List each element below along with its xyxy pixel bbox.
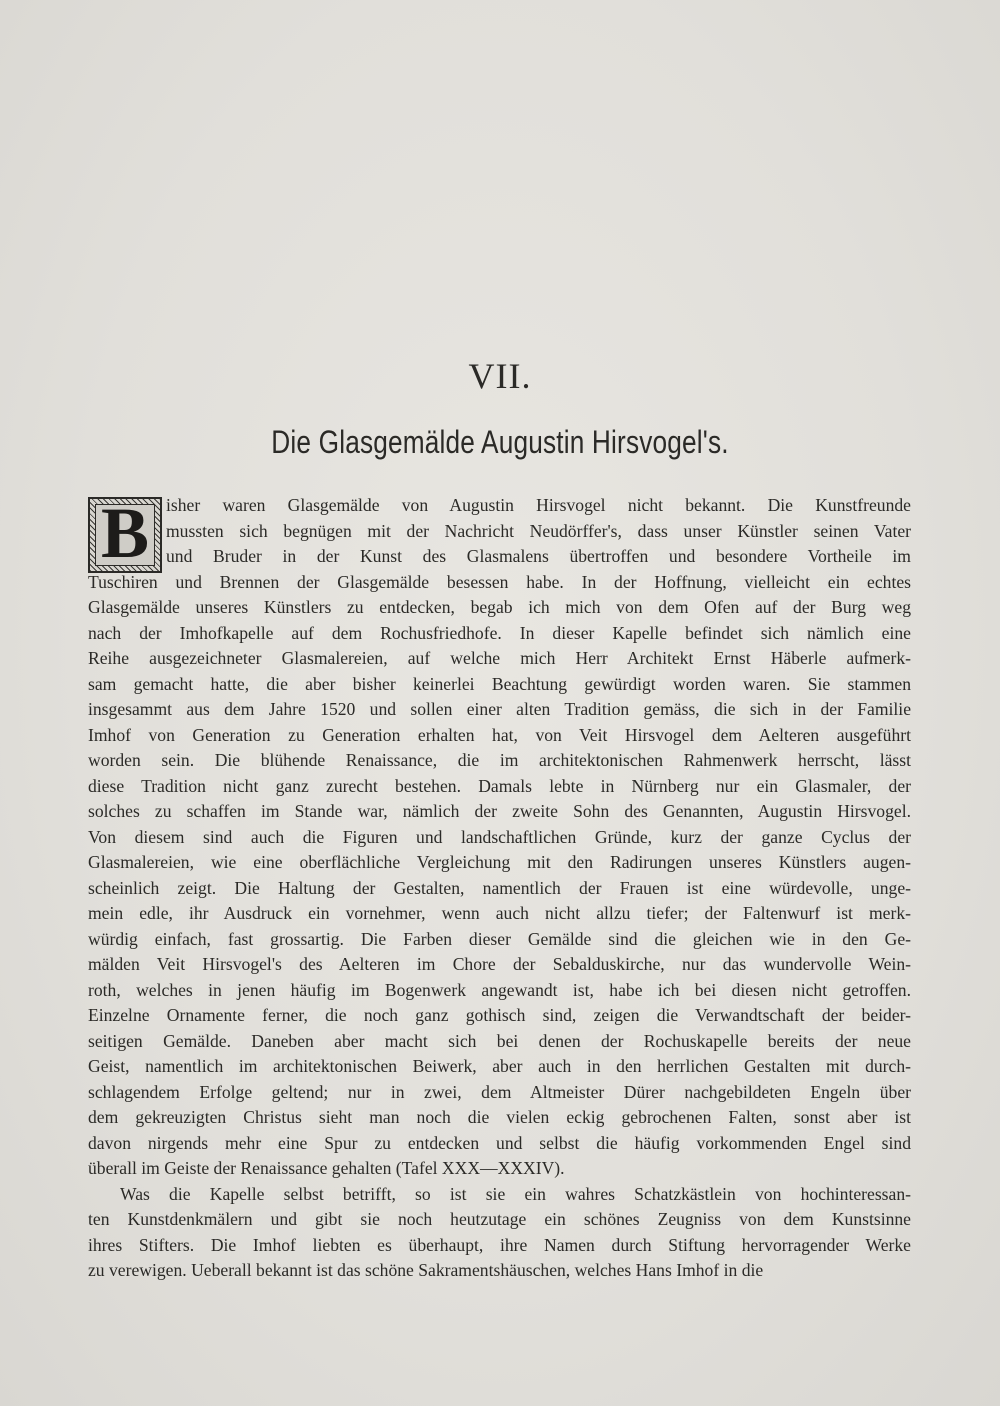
text-line: Imhof von Generation zu Generation erhalten hat, von Veit Hirsvogel dem Aelteren ausgeführt (88, 724, 911, 745)
text-line: dem gekreuzigten Christus sieht man noch die vielen eckig gebrochenen Falten, sonst aber ist (88, 1107, 911, 1127)
text-line: isher waren Glasgemälde von Augustin Hirsvogel nicht bekannt. Die Kunstfreunde (166, 495, 911, 515)
text-line: sam gemacht hatte, die aber bisher keinerlei Beachtung gewürdigt worden waren. Sie stammen (88, 673, 911, 694)
text-line: und Bruder in der Kunst des Glasmalens übertroffen und besondere Vortheile im (166, 546, 911, 566)
text-line: diese Tradition nicht ganz zurecht bestehen. Damals lebte in Nürnberg nur ein Glasmaler, der (88, 775, 911, 796)
body-text (88, 493, 911, 1284)
text-line: nach der Imhofkapelle auf dem Rochusfriedhofe. In dieser Kapelle befindet sich nämlich eine (88, 622, 911, 643)
text-line: Glasgemälde unseres Künstlers zu entdecken, begab ich mich von dem Ofen auf der Burg weg (88, 597, 911, 617)
text-line: scheinlich zeigt. Die Haltung der Gestalten, namentlich der Frauen ist eine würdevolle, unge- (88, 877, 911, 898)
text-line: Reihe ausgezeichneter Glasmalereien, auf welche mich Herr Architekt Ernst Häberle aufmerk- (88, 648, 911, 668)
text-line: Glasmalereien, wie eine oberflächliche Vergleichung mit den Radirungen unseres Künstlers augen- (88, 852, 911, 872)
chapter-title: Die Glasgemälde Augustin Hirsvogel's. (271, 424, 729, 460)
text-line: mussten sich begnügen mit der Nachricht Neudörffer's, dass unser Künstler seinen Vater (166, 520, 911, 541)
text-line: schlagendem Erfolge geltend; nur in zwei, dem Altmeister Dürer nachgebildeten Engeln über (88, 1081, 911, 1102)
text-line: seitigen Gemälde. Daneben aber macht sich bei denen der Rochuskapelle bereits der neue (88, 1030, 911, 1051)
text-line: mein edle, ihr Ausdruck ein vornehmer, wenn auch nicht allzu tiefer; der Faltenwurf ist merk- (88, 903, 911, 923)
text-line: ten Kunstdenkmälern und gibt sie noch heutzutage ein schönes Zeugniss von dem Kunstsinne (88, 1209, 911, 1229)
text-line: worden sein. Die blühende Renaissance, die im architektonischen Rahmenwerk herrscht, lässt (88, 750, 911, 770)
text-line: roth, welches in jenen häufig im Bogenwerk angewandt ist, habe ich bei diesen nicht getroffen. (88, 979, 911, 1000)
text-line: davon nirgends mehr eine Spur zu entdecken und selbst die häufig vorkommenden Engel sind (88, 1132, 911, 1153)
text-line: solches zu schaffen im Stande war, nämlich der zweite Sohn des Genannten, Augustin Hirsvogel. (88, 801, 911, 821)
chapter-number: VII. (468, 356, 532, 396)
text-line: Von diesem sind auch die Figuren und landschaftlichen Gründe, kurz der ganze Cyclus der (88, 826, 911, 847)
text-line: zu verewigen. Ueberall bekannt ist das schöne Sakramentshäuschen, welches Hans Imhof in die (88, 1260, 764, 1280)
decorated-initial-letter: B (100, 493, 150, 573)
text-line: Einzelne Ornamente ferner, die noch ganz gothisch sind, zeigen die Verwandtschaft der beider- (88, 1005, 911, 1025)
text-line: Was die Kapelle selbst betrifft, so ist sie ein wahres Schatzkästlein von hochinteressan- (120, 1183, 911, 1204)
text-line: Geist, namentlich im architektonischen Beiwerk, aber auch in den herrlichen Gestalten mit durch- (88, 1056, 911, 1076)
text-line: ihres Stifters. Die Imhof liebten es überhaupt, ihre Namen durch Stiftung hervorragender Werke (88, 1234, 911, 1255)
text-line: mälden Veit Hirsvogel's des Aelteren im Chore der Sebalduskirche, nur das wundervolle Wein- (88, 954, 911, 974)
text-line: würdig einfach, fast grossartig. Die Farben dieser Gemälde sind die gleichen wie in den Ge- (88, 928, 911, 949)
text-line: Tuschiren und Brennen der Glasgemälde besessen habe. In der Hoffnung, vielleicht ein echtes (88, 571, 911, 592)
text-line: insgesammt aus dem Jahre 1520 und sollen einer alten Tradition gemäss, die sich in der Familie (88, 699, 911, 719)
text-line: überall im Geiste der Renaissance gehalten (Tafel XXX—XXXIV). (88, 1158, 565, 1178)
